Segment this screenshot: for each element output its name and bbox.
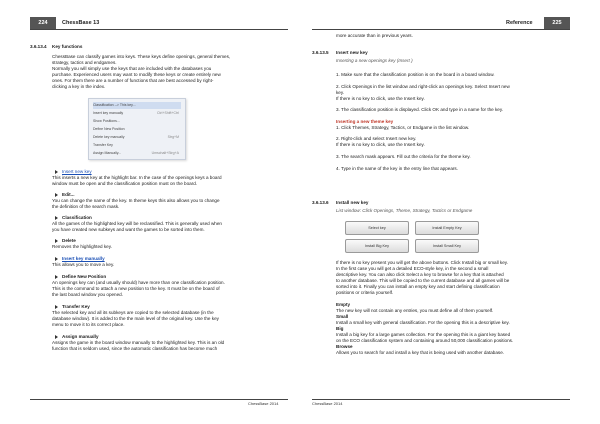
def-line: Install a small key with general classification. For the opening this is a descriptive key. <box>336 320 510 325</box>
bullet-icon <box>55 275 58 279</box>
s2-line: to another database. This will be copied to the current database and all games will be <box>336 278 510 283</box>
item-title: Classification <box>62 215 92 220</box>
intro-line: ones. For them there are a number of functions that are best accessed by right- <box>52 78 214 83</box>
left-footer-rule <box>30 399 288 400</box>
context-menu-screenshot <box>88 98 186 160</box>
menu-item-label: Show Positions... <box>93 119 120 123</box>
section-number: 3.6.13.4 <box>30 44 47 49</box>
s1-line: 3. The classification position is displayed. Click OK and type in a name for the key. <box>336 107 504 112</box>
s1-line: 2. Click Openings in the list window and right-click an openings key. Select Insert new <box>336 84 510 89</box>
def-term: Small <box>336 314 349 319</box>
item-title: Delete <box>62 238 76 243</box>
bullet-icon <box>55 335 58 339</box>
menu-item-label: Delete key manually <box>93 135 125 139</box>
menu-item-shortcut: Ctrl+Shift+Ctrl <box>157 111 179 115</box>
s2-title: Install new key <box>336 200 369 205</box>
menu-item[interactable] <box>93 118 181 125</box>
right-footer-rule <box>312 399 570 400</box>
intro-line: clicking a key in the index. <box>52 84 106 89</box>
right-page <box>300 0 600 424</box>
item-line: database window). It is added to the the main level of the original key. Use the key <box>52 316 219 321</box>
item-title: Transfer Key <box>62 304 90 309</box>
item-line: All the games of the highlighted key will be reclassified. This is generally used when <box>52 221 222 226</box>
item-line: function that is seldom used, since the automatic classification has become much <box>52 346 218 351</box>
s1-line: key. <box>336 90 345 95</box>
install-big-key-button[interactable]: Install Big Key <box>345 239 409 253</box>
select-key-button[interactable]: Select key <box>345 221 409 235</box>
def-line: Install a big key for a large games collection. For the opening this is a giant key based <box>336 332 511 337</box>
item-title: Define New Position <box>62 274 107 279</box>
item-line: This allows you to move a key. <box>52 262 115 267</box>
item-line: This is the command to attach a new position to the key. It must be on the board of <box>52 286 220 291</box>
s2-line: If there is no key present you will get the above buttons. Click Install big or small key. <box>336 260 509 265</box>
menu-item[interactable] <box>93 150 181 157</box>
install-key-buttons <box>345 221 525 260</box>
left-header <box>30 17 288 31</box>
s1-line: 3. The search mask appears. Fill out the criteria for the theme key. <box>336 154 471 159</box>
left-page-number: 224 <box>30 17 56 30</box>
install-small-key-button[interactable]: Install Small Key <box>415 239 479 253</box>
def-term: Big <box>336 326 344 331</box>
left-running-title: ChessBase 13 <box>62 20 100 26</box>
item-title: Edit... <box>62 192 75 197</box>
s1-line: 4. Type in the name of the key in the entry line that appears. <box>336 166 458 171</box>
s1-line: 1. Click Themes, Strategy, Tactics, or Endgame in the list window. <box>336 125 470 130</box>
intro-line: purchase. Experienced users may want to modify these keys or create entirely new <box>52 72 221 77</box>
item-line: menu to move it to its correct place. <box>52 322 125 327</box>
s2-line: sorted into it. Finally you can install an empty key and start defining classification <box>336 284 500 289</box>
bullet-icon <box>55 170 58 174</box>
menu-item[interactable] <box>93 142 181 149</box>
item-title[interactable]: Insert key manually <box>62 256 105 261</box>
s1-line: 2. Right-click and select Insert new key. <box>336 136 417 141</box>
s2-line: descriptive key. You can also click Select a key to browse for a key that is attached <box>336 272 504 277</box>
def-term: Empty <box>336 302 351 307</box>
item-line: An openings key can (and usually should) have more than one classification position. <box>52 280 225 285</box>
def-line: on the ECO classification system and containing around 50,000 classification positions. <box>336 338 514 343</box>
install-empty-key-button[interactable]: Install Empty Key <box>415 221 479 235</box>
s1-title: Insert new key <box>336 50 368 55</box>
item-line: the definition of the search mask. <box>52 204 120 209</box>
menu-item-label: Insert key manually <box>93 111 124 115</box>
menu-item-shortcut: Umschalt+Strg+A <box>151 151 179 155</box>
s1-number: 3.6.13.5 <box>312 50 329 55</box>
s2-line: In the first case you will get a detailed ECO-style key, in the second a small <box>336 266 489 271</box>
menu-item[interactable] <box>93 110 181 117</box>
right-header-rule <box>312 29 570 30</box>
item-line: window must be open and the classification position must on the board. <box>52 181 198 186</box>
bullet-icon <box>55 305 58 309</box>
def-term: Browse <box>336 344 353 349</box>
item-line: You can change the name of the key. In theme keys this also allows you to change <box>52 198 220 203</box>
right-footer: ChessBase 2014 <box>312 401 343 406</box>
item-line: Removes the highlighted key. <box>52 244 112 249</box>
menu-item[interactable] <box>93 134 181 141</box>
left-footer: ChessBase 2014 <box>248 401 279 406</box>
s2-line: positions or criteria yourself. <box>336 290 394 295</box>
bullet-icon <box>55 193 58 197</box>
menu-item[interactable] <box>93 102 181 109</box>
right-page-number: 225 <box>544 17 570 30</box>
item-line: you have created new subkeys and want the games to be sorted into them. <box>52 227 205 232</box>
right-header <box>312 17 570 31</box>
menu-item-label: Classification --> This key... <box>93 103 136 107</box>
intro-line: ChessBase can classify games into keys. These keys define openings, general themes, <box>52 54 231 59</box>
section-title: Key functions <box>52 44 83 49</box>
s1-red-heading: Inserting a new theme key <box>336 119 394 124</box>
bullet-icon <box>55 257 58 261</box>
item-line: Assigns the game in the board window manually to the highlighted key. This is an old <box>52 340 225 345</box>
item-line: This inserts a new key at the highlight bar. In the case of the openings keys a board <box>52 175 222 180</box>
def-line: Allows you to search for and install a key that is being used with another database. <box>336 350 505 355</box>
intro-line: strategy, tactics and endgames. <box>52 60 117 65</box>
continued-line: more accurate than in previous years. <box>336 33 413 38</box>
s1-line: 1. Make sure that the classification position is on the board in a board window. <box>336 72 495 77</box>
intro-line: Normally you will simply use the keys that are included with the databases you <box>52 66 212 71</box>
item-title[interactable]: Insert new key <box>62 169 92 174</box>
s2-number: 3.6.13.6 <box>312 200 329 205</box>
right-running-title: Reference <box>506 20 533 26</box>
s1-line: If there is no key to click, use the Insert key. <box>336 96 425 101</box>
menu-item-shortcut: Strg+M <box>167 135 179 139</box>
bullet-icon <box>55 239 58 243</box>
s1-subtitle: Inserting a new openings key (Insert ) <box>336 58 413 63</box>
bullet-icon <box>55 216 58 220</box>
s2-subtitle: List window: Click Openings, Theme, Strategy, Tactics or Endgame <box>336 208 473 213</box>
item-line: the last board window you opened. <box>52 292 123 297</box>
s1-line: If there is no key to click, use the Insert key. <box>336 142 425 147</box>
menu-item-label: Transfer Key <box>93 143 113 147</box>
def-line: The new key will not contain any entries, you must define all of them yourself. <box>336 308 494 313</box>
item-line: The selected key and all its subkeys are copied to the selected database (in the <box>52 310 214 315</box>
left-header-rule <box>30 29 288 30</box>
menu-item-label: Assign Manually... <box>93 151 122 155</box>
menu-item-label: Define New Position <box>93 127 125 131</box>
item-title: Assign manually <box>62 334 99 339</box>
menu-item[interactable] <box>93 126 181 133</box>
